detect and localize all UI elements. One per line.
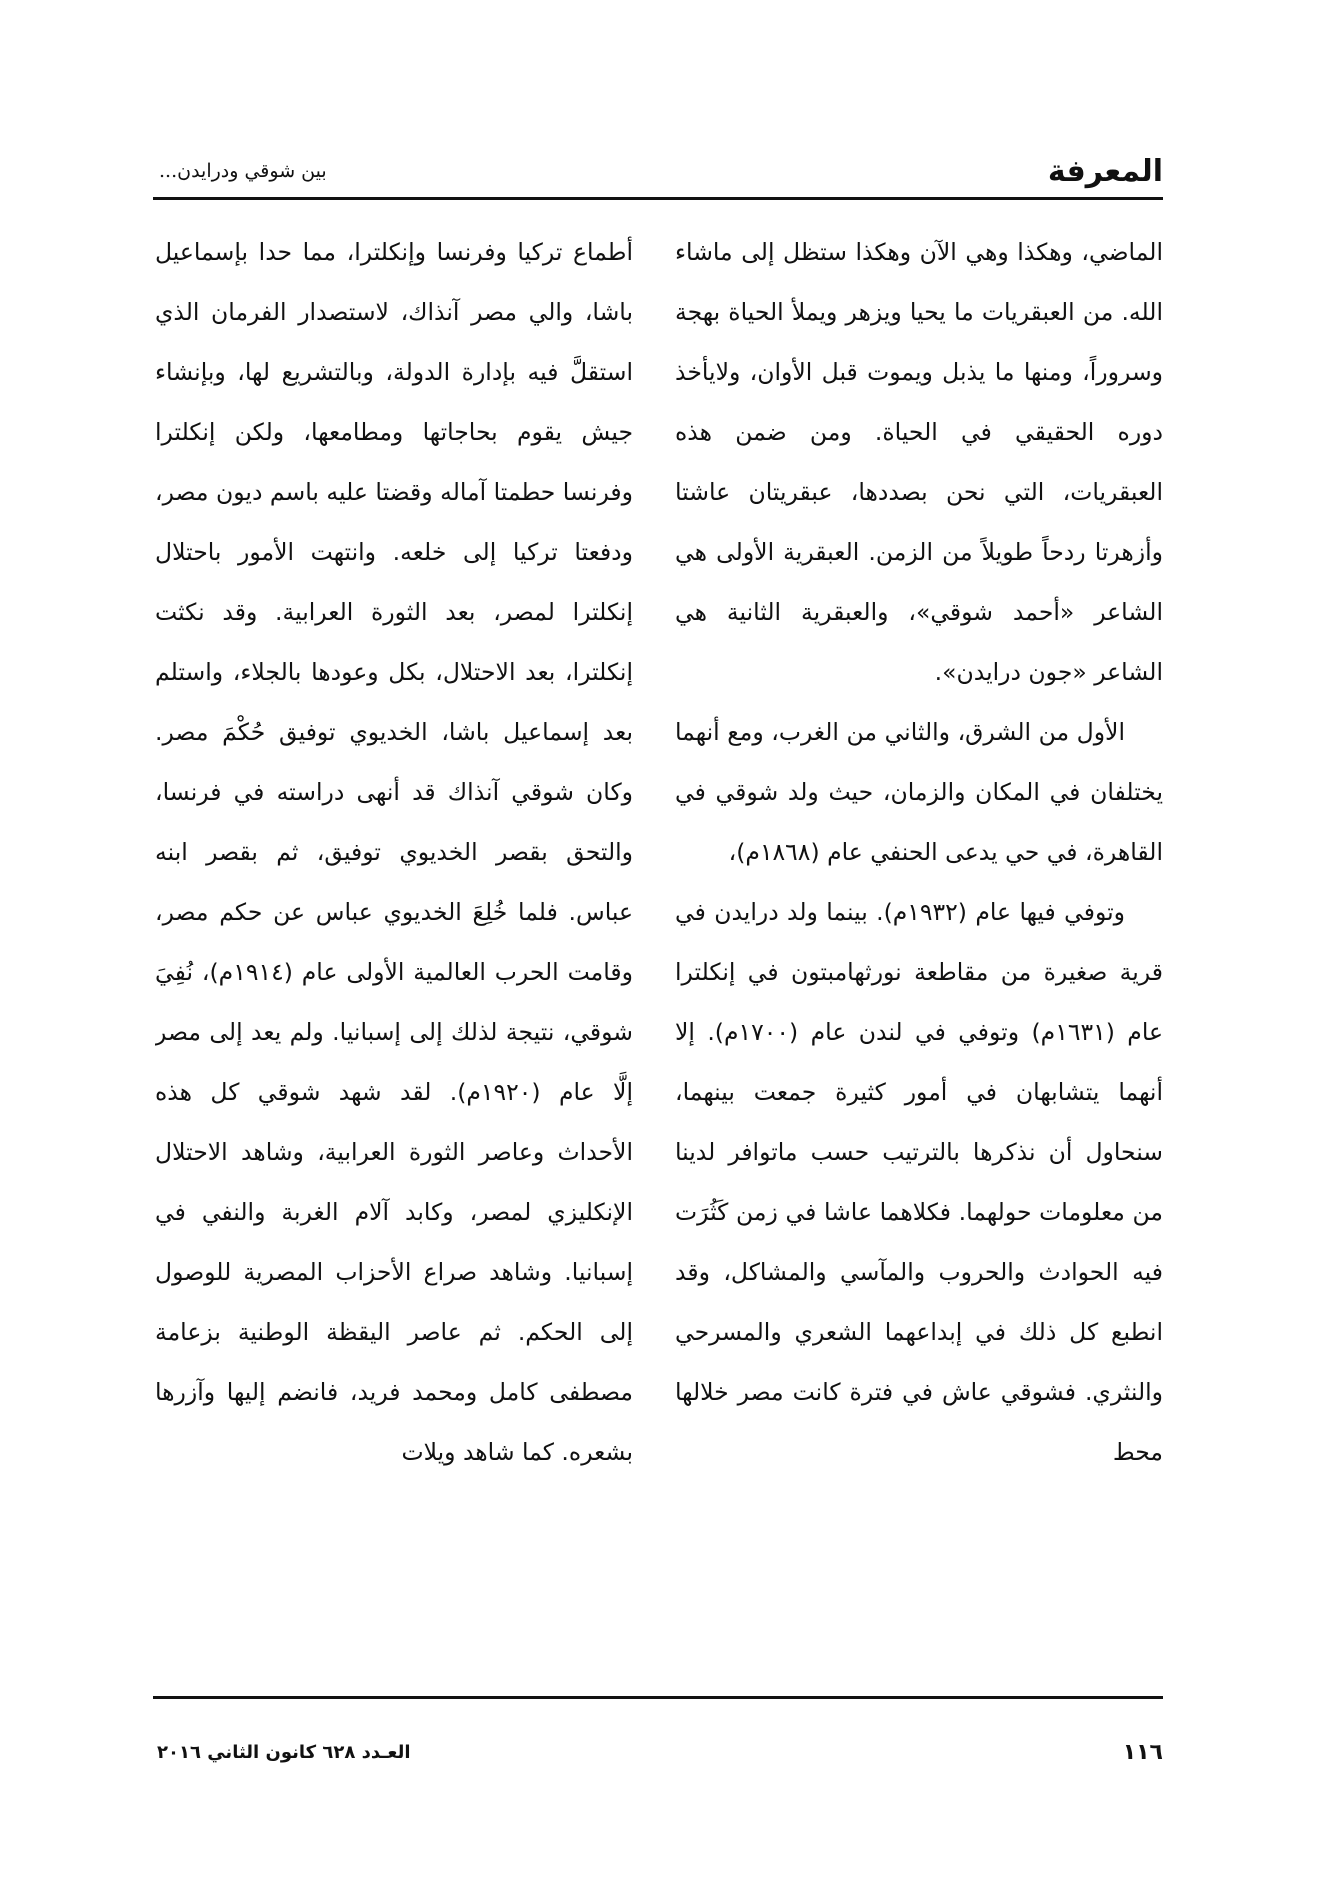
paragraph: الماضي، وهكذا وهي الآن وهكذا ستظل إلى ماشاء الله. من العبقريات ما يحيا ويزهر ويملأ الحياة بهجة وسروراً، ومنها ما يذبل ويموت قبل الأوان، ولايأخذ دوره الحقيقي في الحياة. ومن ضمن هذه العبقريات، التي نحن بصددها، عبقريتان عاشتا وأزهرتا ردحاً طويلاً من الزمن. العبقرية الأولى هي الشاعر «أحمد شوقي»، والعبقرية الثانية هي الشاعر «جون درايدن». (675, 238, 1163, 686)
issue-info: العـدد ٦٢٨ كانون الثاني ٢٠١٦ (157, 1742, 411, 1763)
page-footer (153, 1740, 1163, 1780)
page-header (153, 150, 1163, 192)
running-title: بين شوقي ودرايدن... (159, 160, 327, 182)
magazine-logo: المعرفة (1047, 154, 1163, 189)
page-number: ١١٦ (1122, 1740, 1163, 1765)
footer-rule (153, 1696, 1163, 1699)
paragraph: وتوفي فيها عام (١٩٣٢م). بينما ولد درايدن في قرية صغيرة من مقاطعة نورثهامبتون في إنكلترا عام (١٦٣١م) وتوفي في لندن عام (١٧٠٠م). إلا أنهما يتشابهان في أمور كثيرة جمعت بينهما، سنحاول أن نذكرها بالترتيب حسب ماتوافر لدينا من معلومات حولهما. فكلاهما عاشا في زمن كَثُرَت فيه الحوادث والحروب والمآسي والمشاكل، وقد انطبع كل ذلك في إبداعهما الشعري والمسرحي والنثري. فشوقي عاش في فترة كانت مصر خلالها محط (675, 898, 1163, 1466)
article-column-right (675, 222, 1163, 1687)
paragraph: الأول من الشرق، والثاني من الغرب، ومع أنهما يختلفان في المكان والزمان، حيث ولد شوقي في القاهرة، في حي يدعى الحنفي عام (١٨٦٨م)، (675, 718, 1163, 866)
header-rule (153, 197, 1163, 200)
paragraph: أطماع تركيا وفرنسا وإنكلترا، مما حدا بإسماعيل باشا، والي مصر آنذاك، لاستصدار الفرمان الذي استقلَّ فيه بإدارة الدولة، وبالتشريع لها، وبإنشاء جيش يقوم بحاجاتها ومطامعها، ولكن إنكلترا وفرنسا حطمتا آماله وقضتا عليه باسم ديون مصر، ودفعتا تركيا إلى خلعه. وانتهت الأمور باحتلال إنكلترا لمصر، بعد الثورة العرابية. وقد نكثت إنكلترا، بعد الاحتلال، بكل وعودها بالجلاء، واستلم بعد إسماعيل باشا، الخديوي توفيق حُكْمَ مصر. وكان شوقي آنذاك قد أنهى دراسته في فرنسا، والتحق بقصر الخديوي توفيق، ثم بقصر ابنه عباس. فلما خُلِعَ الخديوي عباس عن حكم مصر، وقامت الحرب العالمية الأولى عام (١٩١٤م)، نُفِيَ شوقي، نتيجة لذلك إلى إسبانيا. ولم يعد إلى مصر إلَّا عام (١٩٢٠م). لقد شهد شوقي كل هذه الأحداث وعاصر الثورة العرابية، وشاهد الاحتلال الإنكليزي لمصر، وكابد آلام الغربة والنفي في إسبانيا. وشاهد صراع الأحزاب المصرية للوصول إلى الحكم. ثم عاصر اليقظة الوطنية بزعامة مصطفى كامل ومحمد فريد، فانضم إليها وآزرها بشعره. كما شاهد ويلات (155, 238, 633, 1466)
article-column-left (155, 222, 633, 1687)
